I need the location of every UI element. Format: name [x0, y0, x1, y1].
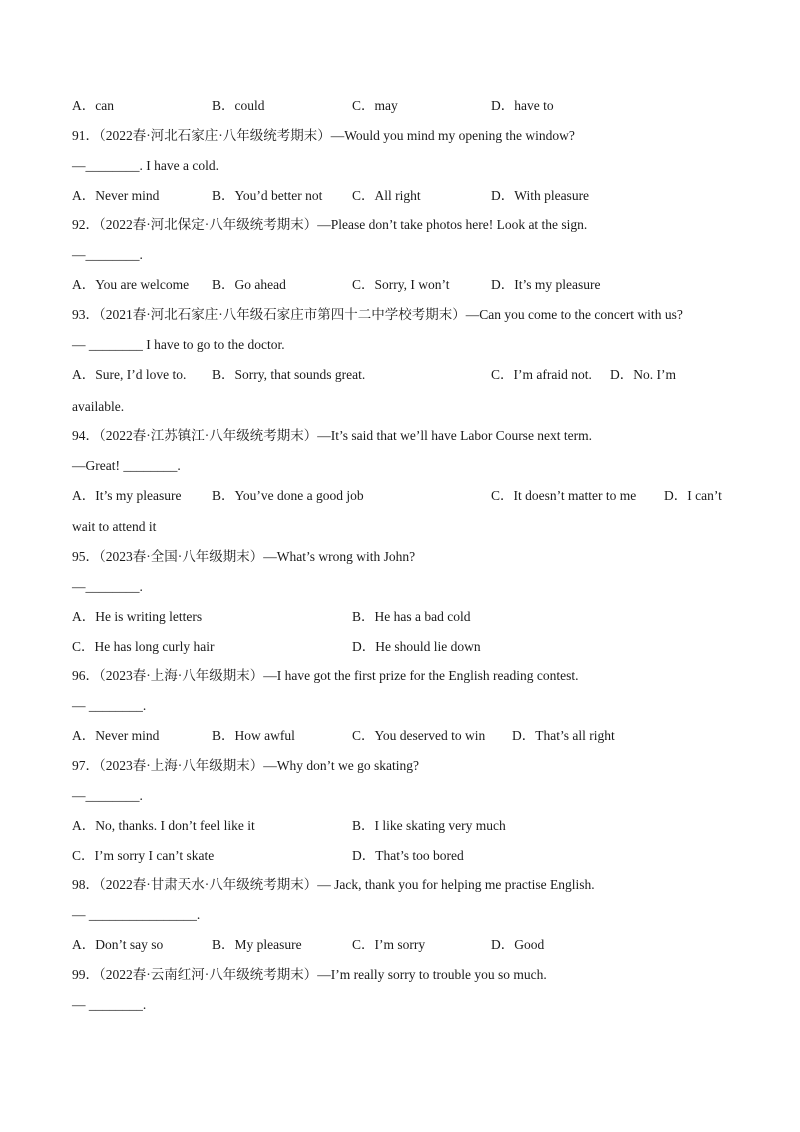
q94-stem: 94．（2022春·江苏镇江·八年级统考期末）—It’s said that we’ll have Labor Course next term.	[72, 428, 593, 443]
q92-option-a: A．You are welcome	[72, 277, 190, 292]
q90-option-b: B．could	[212, 98, 265, 113]
q92-option-d: D．It’s my pleasure	[491, 277, 601, 292]
q94-option-d: D．I can’t	[664, 488, 722, 503]
q93-option-c: C．I’m afraid not.	[491, 367, 592, 382]
q97-option-a: A．No, thanks. I don’t feel like it	[72, 818, 255, 833]
q99-reply: — ________.	[72, 997, 147, 1012]
q91-stem: 91．（2022春·河北石家庄·八年级统考期末）—Would you mind my opening the window?	[72, 128, 575, 143]
q93-option-b: B．Sorry, that sounds great.	[212, 367, 366, 382]
q92-option-c: C．Sorry, I won’t	[352, 277, 450, 292]
q96-option-b: B．How awful	[212, 728, 295, 743]
q96-option-a: A．Never mind	[72, 728, 160, 743]
q91-reply: —________. I have a cold.	[72, 158, 219, 173]
q98-stem: 98．（2022春·甘肃天水·八年级统考期末）— Jack, thank you for helping me practise English.	[72, 877, 595, 892]
q93-reply: — ________ I have to go to the doctor.	[72, 337, 285, 352]
q91-option-c: C．All right	[352, 188, 421, 203]
q95-option-d: D．He should lie down	[352, 639, 481, 654]
q95-option-c: C．He has long curly hair	[72, 639, 215, 654]
q96-stem: 96．（2023春·上海·八年级期末）—I have got the first prize for the English reading contest.	[72, 668, 579, 683]
q94-reply: —Great! ________.	[72, 458, 181, 473]
q95-option-a: A．He is writing letters	[72, 609, 203, 624]
q96-option-c: C．You deserved to win	[352, 728, 486, 743]
q91-option-a: A．Never mind	[72, 188, 160, 203]
q93-option-d-continuation: available.	[72, 399, 125, 414]
q97-reply: —________.	[72, 788, 143, 803]
q90-option-c: C．may	[352, 98, 398, 113]
q98-option-a: A．Don’t say so	[72, 937, 164, 952]
q92-option-b: B．Go ahead	[212, 277, 286, 292]
q97-option-d: D．That’s too bored	[352, 848, 464, 863]
q90-option-a: A．can	[72, 98, 114, 113]
q94-option-a: A．It’s my pleasure	[72, 488, 182, 503]
q94-option-c: C．It doesn’t matter to me	[491, 488, 637, 503]
q95-option-b: B．He has a bad cold	[352, 609, 471, 624]
q98-option-d: D．Good	[491, 937, 545, 952]
q91-option-b: B．You’d better not	[212, 188, 323, 203]
q94-option-b: B．You’ve done a good job	[212, 488, 364, 503]
q92-reply: —________.	[72, 247, 143, 262]
q95-stem: 95．（2023春·全国·八年级期末）—What’s wrong with John?	[72, 549, 416, 564]
q96-reply: — ________.	[72, 698, 147, 713]
q91-option-d: D．With pleasure	[491, 188, 590, 203]
q90-option-d: D．have to	[491, 98, 554, 113]
q95-reply: —________.	[72, 579, 143, 594]
q98-option-c: C．I’m sorry	[352, 937, 426, 952]
q93-stem: 93．（2021春·河北石家庄·八年级石家庄市第四十二中学校考期末）—Can you come to the concert with us?	[72, 307, 683, 322]
q93-option-a: A．Sure, I’d love to.	[72, 367, 187, 382]
q93-option-d: D．No. I’m	[610, 367, 676, 382]
q92-stem: 92．（2022春·河北保定·八年级统考期末）—Please don’t take photos here! Look at the sign.	[72, 217, 588, 232]
q97-stem: 97．（2023春·上海·八年级期末）—Why don’t we go skating?	[72, 758, 419, 773]
q98-option-b: B．My pleasure	[212, 937, 302, 952]
q96-option-d: D．That’s all right	[512, 728, 615, 743]
q98-reply: — ________________.	[72, 907, 201, 922]
q97-option-c: C．I’m sorry I can’t skate	[72, 848, 215, 863]
q99-stem: 99．（2022春·云南红河·八年级统考期末）—I’m really sorry to trouble you so much.	[72, 967, 547, 982]
q94-option-d-continuation: wait to attend it	[72, 519, 157, 534]
q97-option-b: B．I like skating very much	[352, 818, 506, 833]
